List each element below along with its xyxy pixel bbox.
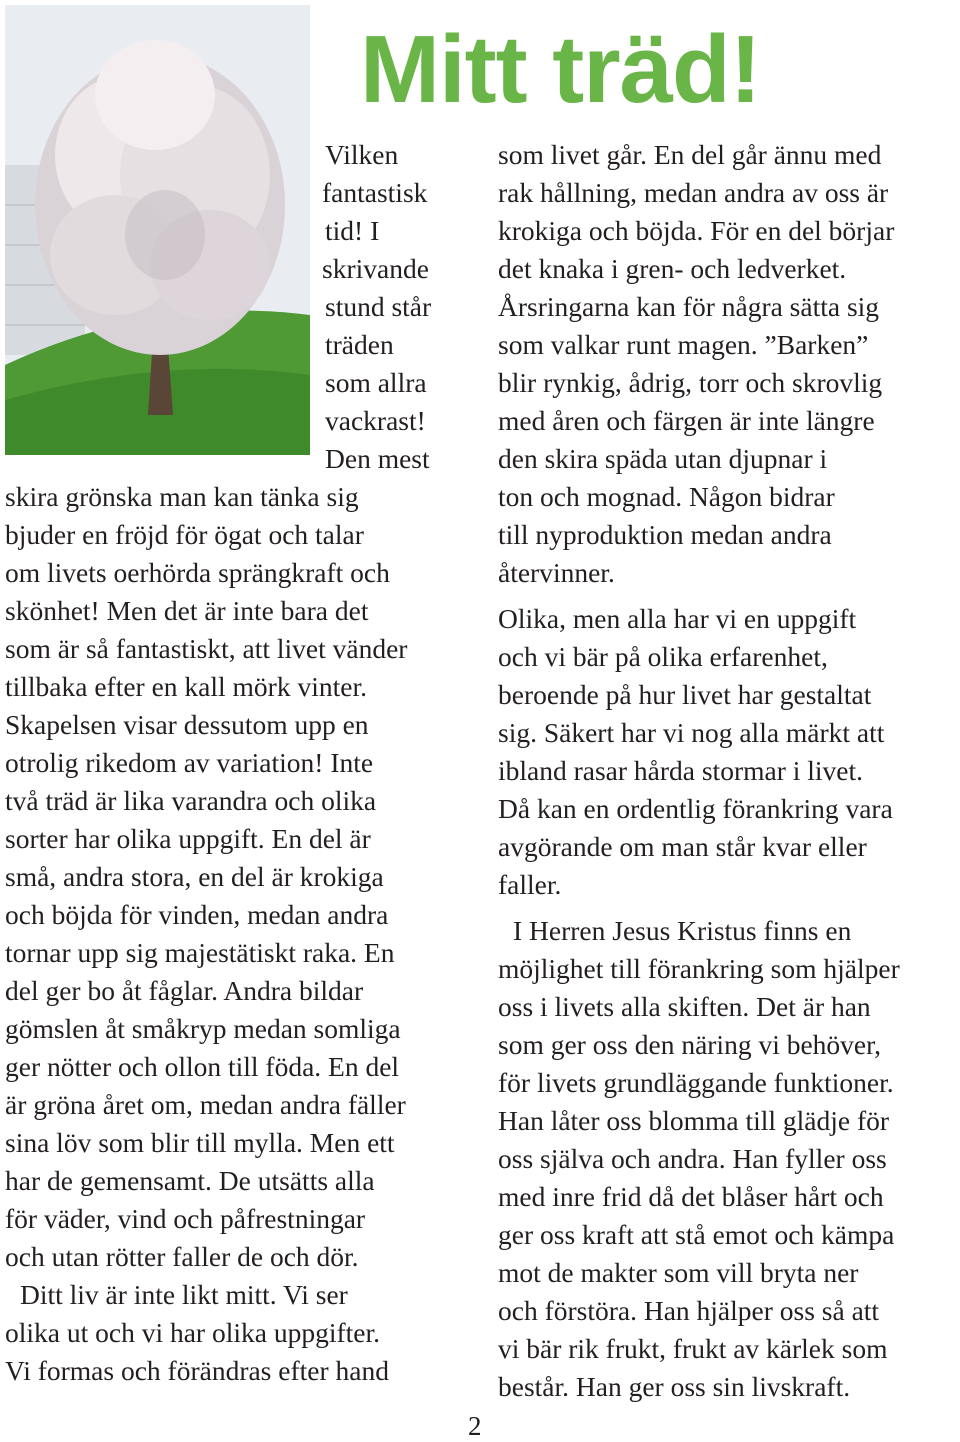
- text-line: med inre frid då det blåser hårt och: [498, 1181, 884, 1212]
- text-line: tid! I: [325, 215, 380, 246]
- text-line: Olika, men alla har vi en uppgift: [498, 603, 857, 634]
- text-line: beroende på hur livet har gestaltat: [498, 679, 872, 710]
- text-line: små, andra stora, en del är krokiga: [5, 861, 384, 892]
- text-line: har de gemensamt. De utsätts alla: [5, 1165, 375, 1196]
- text-line: otrolig rikedom av variation! Inte: [5, 747, 374, 778]
- text-line: som ger oss den näring vi behöver,: [498, 1029, 882, 1060]
- text-line: och utan rötter faller de och dör.: [5, 1241, 359, 1272]
- text-line: som valkar runt magen. ”Barken”: [498, 329, 869, 360]
- text-line: för livets grundläggande funktioner.: [498, 1067, 894, 1098]
- text-line: bjuder en fröjd för ögat och talar: [5, 519, 364, 550]
- text-line: om livets oerhörda sprängkraft och: [5, 557, 390, 588]
- text-line: Årsringarna kan för några sätta sig: [498, 291, 880, 322]
- text-line: den skira späda utan djupnar i: [498, 443, 828, 474]
- text-line: oss själva och andra. Han fyller oss: [498, 1143, 887, 1174]
- text-line: som är så fantastiskt, att livet vänder: [5, 633, 408, 664]
- text-line: som livet går. En del går ännu med: [498, 139, 882, 170]
- text-line: stund står: [325, 291, 432, 322]
- text-line: faller.: [498, 869, 562, 900]
- text-line: mot de makter som vill bryta ner: [498, 1257, 859, 1288]
- text-line: rak hållning, medan andra av oss är: [498, 177, 889, 208]
- text-line: avgörande om man står kvar eller: [498, 831, 867, 862]
- text-line: Vilken: [325, 139, 399, 170]
- text-line: ton och mognad. Någon bidrar: [498, 481, 835, 512]
- page-title: Mitt träd!: [360, 16, 761, 123]
- text-line: två träd är lika varandra och olika: [5, 785, 377, 816]
- text-line: olika ut och vi har olika uppgifter.: [5, 1317, 380, 1348]
- text-line: Ditt liv är inte likt mitt. Vi ser: [20, 1279, 348, 1310]
- text-line: Skapelsen visar dessutom upp en: [5, 709, 369, 740]
- text-line: oss i livets alla skiften. Det är han: [498, 991, 871, 1022]
- text-line: och förstöra. Han hjälper oss så att: [498, 1295, 880, 1326]
- text-line: ibland rasar hårda stormar i livet.: [498, 755, 864, 786]
- text-line: det knaka i gren- och ledverket.: [498, 253, 847, 284]
- page-number: 2: [468, 1411, 482, 1441]
- text-line: med åren och färgen är inte längre: [498, 405, 875, 436]
- text-line: och böjda för vinden, medan andra: [5, 899, 389, 930]
- text-line: Då kan en ordentlig förankring vara: [498, 793, 893, 824]
- text-line: och vi bär på olika erfarenhet,: [498, 641, 828, 672]
- blossoming-tree-image: [5, 5, 310, 455]
- text-line: gömslen åt småkryp medan somliga: [5, 1013, 401, 1044]
- text-line: som allra: [325, 367, 427, 398]
- text-line: består. Han ger oss sin livskraft.: [498, 1371, 851, 1402]
- text-line: skira grönska man kan tänka sig: [5, 481, 359, 512]
- text-line: krokiga och böjda. För en del börjar: [498, 215, 895, 246]
- text-line: del ger bo åt fåglar. Andra bildar: [5, 975, 364, 1006]
- text-line: till nyproduktion medan andra: [498, 519, 832, 550]
- text-line: blir rynkig, ådrig, torr och skrovlig: [498, 367, 883, 398]
- text-line: för väder, vind och påfrestningar: [5, 1203, 366, 1234]
- text-line: träden: [325, 329, 394, 360]
- text-line: tornar upp sig majestätiskt raka. En: [5, 937, 395, 968]
- text-line: sina löv som blir till mylla. Men ett: [5, 1127, 395, 1158]
- text-line: fantastisk: [322, 177, 428, 208]
- text-line: ger nötter och ollon till föda. En del: [5, 1051, 400, 1082]
- text-line: möjlighet till förankring som hjälper: [498, 953, 900, 984]
- text-line: vi bär rik frukt, frukt av kärlek som: [498, 1333, 888, 1364]
- text-line: tillbaka efter en kall mörk vinter.: [5, 671, 367, 702]
- text-line: Han låter oss blomma till glädje för: [498, 1105, 890, 1136]
- text-line: Vi formas och förändras efter hand: [5, 1355, 389, 1386]
- text-line: skönhet! Men det är inte bara det: [5, 595, 369, 626]
- text-line: återvinner.: [498, 557, 615, 588]
- text-line: är gröna året om, medan andra fäller: [5, 1089, 406, 1120]
- text-line: ger oss kraft att stå emot och kämpa: [498, 1219, 895, 1250]
- text-line: I Herren Jesus Kristus finns en: [513, 915, 852, 946]
- text-line: Den mest: [325, 443, 430, 474]
- text-line: sig. Säkert har vi nog alla märkt att: [498, 717, 885, 748]
- text-line: skrivande: [322, 253, 429, 284]
- text-line: sorter har olika uppgift. En del är: [5, 823, 371, 854]
- text-line: vackrast!: [325, 405, 426, 436]
- tree-photo: [5, 5, 310, 455]
